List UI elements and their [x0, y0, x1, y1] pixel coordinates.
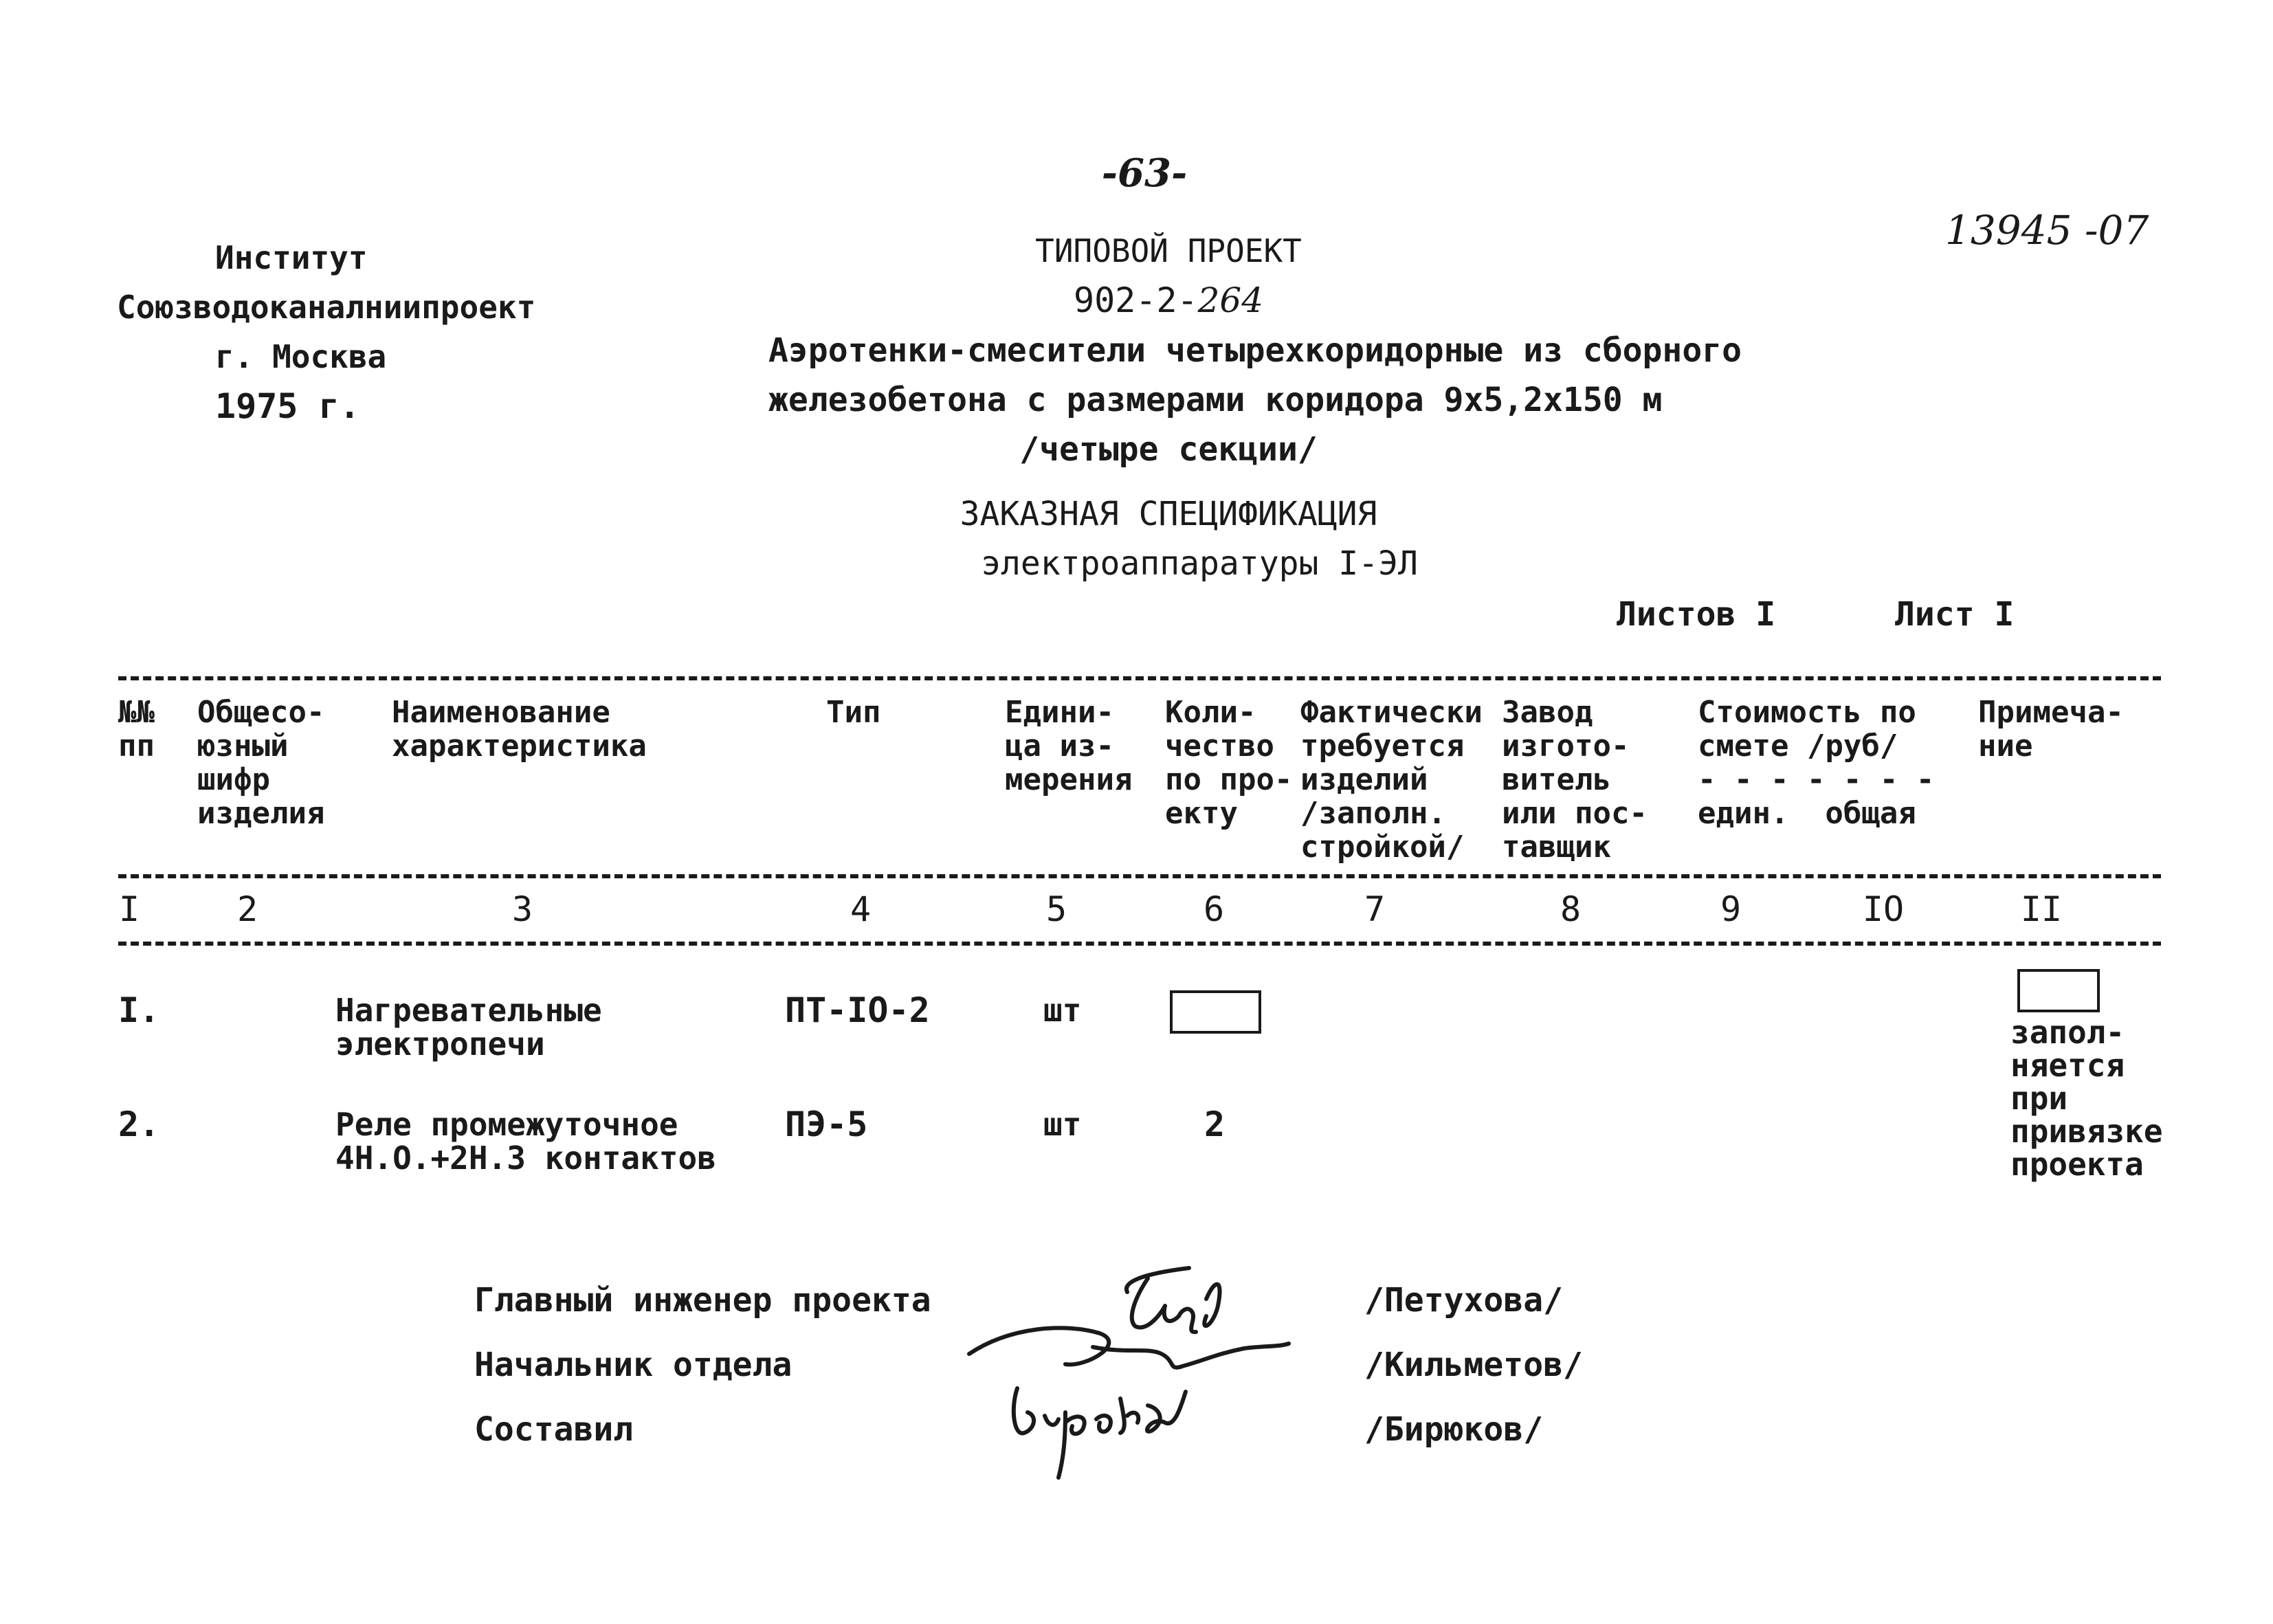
column-number: I — [118, 889, 140, 929]
header-unit: Едини- ца из- мерения — [1005, 695, 1133, 797]
project-number — [1073, 280, 1264, 320]
signature-role-compiler: Составил — [474, 1410, 634, 1449]
sheet-number: Лист I — [1895, 595, 2015, 634]
header-num: №№ пп — [118, 695, 155, 764]
table-rule-numbers-bottom — [118, 942, 2161, 946]
institute-year: 1975 г. — [215, 386, 360, 426]
note-blank-box — [2017, 969, 2100, 1012]
specification-subtitle: электроаппаратуры I-ЭЛ — [981, 544, 1418, 583]
row-quantity: 2 — [1204, 1104, 1226, 1144]
column-number: II — [2020, 889, 2063, 929]
project-description-line2: железобетона с размерами коридора 9x5,2x150 м — [768, 381, 1663, 419]
column-number: 7 — [1364, 889, 1386, 929]
project-number-prefix: 902-2- — [1073, 280, 1198, 320]
column-number: 5 — [1045, 889, 1067, 929]
row-type: ПТ-IO-2 — [785, 990, 930, 1030]
document-code: 13945 -07 — [1945, 207, 2149, 254]
institute-city: г. Москва — [215, 338, 387, 375]
column-number: IO — [1862, 889, 1905, 929]
header-note: Примеча- ние — [1978, 695, 2124, 764]
header-qty: Коли- чество по про- екту — [1165, 695, 1293, 831]
signature-name-chief-engineer: /Петухова/ — [1364, 1281, 1563, 1320]
header-manufacturer: Завод изгото- витель или пос- тавщик — [1502, 695, 1648, 865]
institute-name: Союзводоканалниипроект — [117, 289, 536, 326]
header-actual: Фактически требуется изделий /заполн. стройкой/ — [1300, 695, 1483, 865]
header-code: Общесо- юзный шифр изделия — [197, 695, 325, 831]
signature-role-chief-engineer: Главный инженер проекта — [474, 1281, 931, 1320]
column-number: 2 — [236, 889, 258, 929]
project-description-line3: /четыре секции/ — [1019, 430, 1318, 469]
row-unit: шт — [1043, 1106, 1082, 1143]
column-number: 4 — [850, 889, 872, 929]
column-number: 3 — [511, 889, 533, 929]
row-name: Реле промежуточное 4Н.О.+2Н.З контактов — [335, 1106, 716, 1177]
sheets-total: Листов I — [1617, 595, 1776, 634]
header-type: Тип — [826, 695, 881, 730]
institute-label: Институт — [215, 239, 368, 276]
row-unit: шт — [1043, 992, 1082, 1029]
table-rule-top — [118, 676, 2161, 680]
table-rule-header-bottom — [118, 874, 2161, 878]
signature-name-department-head: /Кильметов/ — [1364, 1346, 1583, 1384]
project-number-handwritten: 264 — [1197, 280, 1264, 320]
column-number: 6 — [1203, 889, 1225, 929]
column-number: 9 — [1720, 889, 1742, 929]
signature-name-compiler: /Бирюков/ — [1364, 1410, 1544, 1449]
page-number: -63- — [1101, 151, 1188, 196]
row-number: I. — [118, 990, 160, 1030]
header-cost: Стоимость по смете /руб/ - - - - - - - един. общая — [1698, 695, 1935, 831]
signature-role-department-head: Начальник отдела — [474, 1346, 792, 1384]
column-number: 8 — [1560, 889, 1582, 929]
row-number: 2. — [118, 1104, 160, 1144]
note-text: запол- няется при привязке проекта — [2010, 1014, 2163, 1183]
project-description-line1: Аэротенки-смесители четырехкоридорные из сборного — [768, 331, 1742, 370]
row-type: ПЭ-5 — [785, 1104, 868, 1144]
handwritten-signatures — [955, 1251, 1313, 1484]
project-type: ТИПОВОЙ ПРОЕКТ — [1035, 232, 1302, 269]
quantity-blank-box — [1170, 990, 1261, 1034]
specification-title: ЗАКАЗНАЯ СПЕЦИФИКАЦИЯ — [960, 495, 1377, 533]
header-name: Наименование характеристика — [392, 695, 647, 764]
row-name: Нагревательные электропечи — [335, 992, 602, 1063]
